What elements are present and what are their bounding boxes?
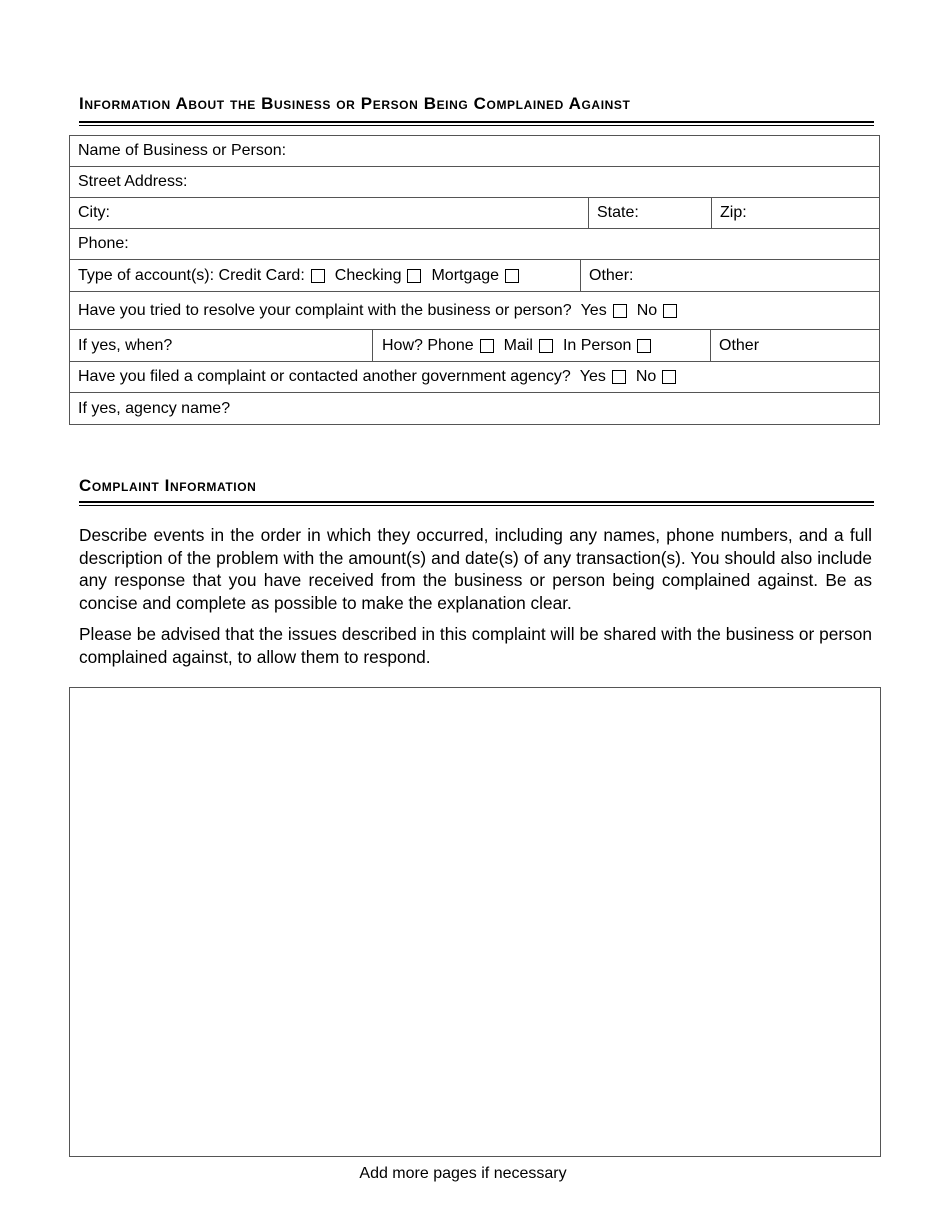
how-other-field[interactable]: [711, 330, 879, 361]
checking-label: Checking: [334, 266, 402, 284]
section-divider: [79, 121, 874, 126]
business-info-form: [69, 135, 880, 425]
city-label: City:: [78, 204, 110, 221]
phone-field[interactable]: [70, 229, 879, 259]
complaint-section-title: Complaint Information: [79, 476, 257, 495]
checking-checkbox[interactable]: [407, 269, 421, 283]
street-field[interactable]: [70, 167, 879, 197]
complaint-instructions: Describe events in the order in which they occurred, including any names, phone numbers, and a full description of the problem with the amount(s) and date(s) of any transaction(s). You should also include any response that you have received from the business or person being complained against. Be as concise and complete as possible to make the explanation clear.: [79, 525, 872, 613]
street-label: Street Address:: [78, 173, 188, 190]
when-label: If yes, when?: [78, 336, 173, 354]
agency-name-label: If yes, agency name?: [78, 399, 231, 417]
resolve-row: [70, 292, 879, 330]
resolve-no-label: No: [636, 301, 658, 319]
agency-name-field[interactable]: [70, 393, 879, 424]
agency-yes-checkbox[interactable]: [612, 370, 626, 384]
agency-row: [70, 362, 879, 393]
how-in-person-label: In Person: [562, 336, 632, 354]
city-row: [70, 198, 879, 229]
resolve-yes-checkbox[interactable]: [613, 304, 627, 318]
resolve-no-checkbox[interactable]: [663, 304, 677, 318]
state-label: State:: [597, 204, 639, 221]
account-type-label: Type of account(s): Credit Card:: [78, 266, 305, 284]
agency-no-checkbox[interactable]: [662, 370, 676, 384]
mortgage-label: Mortgage: [431, 266, 500, 284]
account-type-cell: [70, 260, 581, 291]
street-row: [70, 167, 879, 198]
account-other-field[interactable]: [581, 260, 879, 291]
agency-question: Have you filed a complaint or contacted another government agency?: [78, 368, 571, 385]
business-section-title: Information About the Business or Person Being Complained Against: [79, 94, 631, 113]
zip-label: Zip:: [720, 204, 747, 221]
how-phone-label: How? Phone: [382, 336, 474, 354]
when-row: [70, 330, 879, 362]
resolve-yes-label: Yes: [580, 301, 607, 319]
mortgage-checkbox[interactable]: [505, 269, 519, 283]
how-phone-checkbox[interactable]: [480, 339, 494, 353]
zip-field[interactable]: [712, 198, 879, 228]
how-other-label: Other: [719, 336, 760, 354]
when-field[interactable]: [70, 330, 373, 361]
state-field[interactable]: [589, 198, 712, 228]
phone-label: Phone:: [78, 235, 129, 252]
resolve-question: Have you tried to resolve your complaint with the business or person?: [78, 301, 572, 319]
name-field[interactable]: [70, 136, 879, 166]
credit-card-checkbox[interactable]: [311, 269, 325, 283]
name-row: [70, 136, 879, 167]
account-other-label: Other:: [589, 266, 634, 284]
agency-no-label: No: [635, 368, 657, 385]
sharing-notice: Please be advised that the issues described in this complaint will be shared with the business or person complained against, to allow them to respond.: [79, 624, 872, 667]
add-pages-note: Add more pages if necessary: [359, 1165, 567, 1182]
agency-name-row: [70, 393, 879, 424]
how-in-person-checkbox[interactable]: [637, 339, 651, 353]
section-divider: [79, 501, 874, 506]
complaint-narrative-box[interactable]: [69, 687, 881, 1157]
city-field[interactable]: [70, 198, 589, 228]
agency-yes-label: Yes: [579, 368, 606, 385]
how-mail-checkbox[interactable]: [539, 339, 553, 353]
account-type-row: [70, 260, 879, 292]
name-label: Name of Business or Person:: [78, 142, 287, 159]
resolve-cell: [70, 292, 879, 329]
agency-cell: [70, 362, 879, 392]
how-mail-label: Mail: [503, 336, 533, 354]
phone-row: [70, 229, 879, 260]
how-cell: [373, 330, 711, 361]
